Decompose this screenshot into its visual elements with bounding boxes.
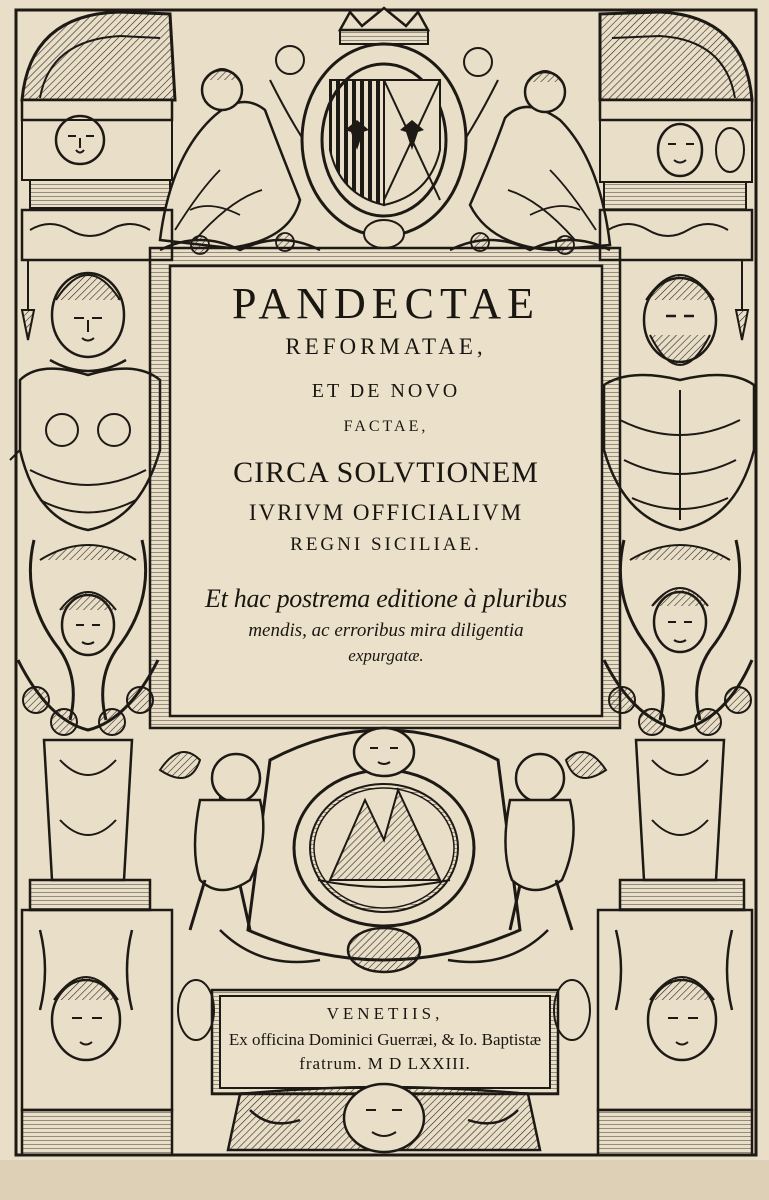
title-line-3: ET DE NOVO: [311, 380, 461, 402]
subtitle-line-3: expurgatæ.: [348, 646, 424, 665]
printer-device: [220, 728, 548, 972]
imprint-place: VENETIIS,: [326, 1004, 444, 1023]
subtitle-line-1: Et hac postrema editione à pluribus: [205, 584, 567, 613]
imprint-block: [220, 998, 550, 1088]
title-line-7: REGNI SICILIAE.: [290, 534, 482, 555]
imprint-date: fratrum. M D LXXIII.: [299, 1054, 471, 1073]
title-line-4: FACTAE,: [343, 418, 429, 435]
title-block: [172, 268, 600, 714]
title-line-1: PANDECTAE: [232, 279, 540, 328]
title-line-6: IVRIVM OFFICIALIVM: [248, 500, 524, 525]
title-line-2: REFORMATAE,: [285, 334, 487, 359]
title-line-5: CIRCA SOLVTIONEM: [233, 456, 539, 489]
subtitle-line-2: mendis, ac erroribus mira diligentia: [248, 620, 524, 641]
imprint-printer: Ex officina Dominici Guerræi, & Io. Baptistæ: [228, 1030, 542, 1049]
